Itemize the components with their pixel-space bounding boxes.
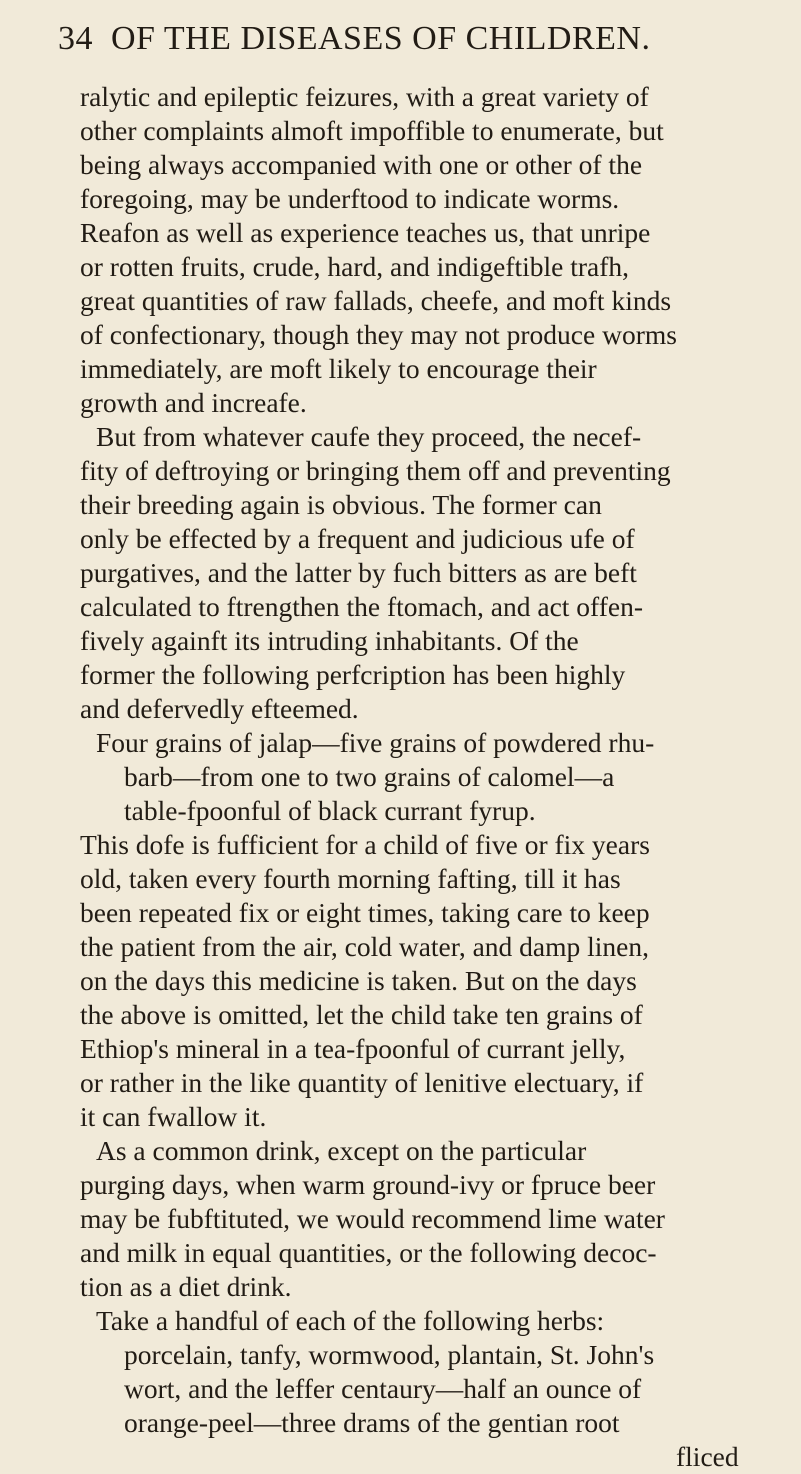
page-number: 34 <box>58 20 93 57</box>
text-line: their breeding again is obvious. The former can <box>80 489 602 520</box>
running-title: OF THE DISEASES OF CHILDREN. <box>111 20 651 57</box>
text-line: it can fwallow it. <box>80 1101 267 1132</box>
text-line: But from whatever caufe they proceed, the necef- <box>96 421 642 452</box>
text-line: This dofe is fufficient for a child of five or fix years <box>80 829 650 860</box>
text-line: Ethiop's mineral in a tea-fpoonful of currant jelly, <box>80 1033 626 1064</box>
text-line: great quantities of raw fallads, cheefe, and moft kinds <box>80 285 672 316</box>
text-line: tion as a diet drink. <box>80 1271 292 1302</box>
text-line: foregoing, may be underftood to indicate worms. <box>80 183 620 214</box>
text-line: Take a handful of each of the following herbs: <box>96 1305 605 1336</box>
text-line: As a common drink, except on the particular <box>96 1135 587 1166</box>
text-line: growth and increafe. <box>80 387 307 418</box>
prescription-line: table-fpoonful of black currant fyrup. <box>124 795 536 826</box>
text-line: immediately, are moft likely to encourage their <box>80 353 597 384</box>
text-line: been repeated fix or eight times, taking care to keep <box>80 897 650 928</box>
running-header <box>58 20 758 68</box>
text-line: other complaints almoft impoffible to enumerate, but <box>80 115 664 146</box>
text-line: fity of deftroying or bringing them off and preventing <box>80 455 671 486</box>
text-line: old, taken every fourth morning fafting, till it has <box>80 863 621 894</box>
text-line: calculated to ftrengthen the ftomach, and act offen- <box>80 591 643 622</box>
catchword: fliced <box>676 1441 739 1472</box>
text-line: on the days this medicine is taken. But on the days <box>80 965 637 996</box>
text-line: purging days, when warm ground-ivy or fpruce beer <box>80 1169 656 1200</box>
text-line: only be effected by a frequent and judicious ufe of <box>80 523 635 554</box>
text-line: former the following perfcription has been highly <box>80 659 626 690</box>
prescription-line: barb—from one to two grains of calomel—a <box>124 761 615 792</box>
text-line: ralytic and epileptic feizures, with a great variety of <box>80 81 649 112</box>
text-line: and milk in equal quantities, or the following decoc- <box>80 1237 657 1268</box>
text-line: and defervedly efteemed. <box>80 693 359 724</box>
text-line: or rather in the like quantity of lenitive electuary, if <box>80 1067 644 1098</box>
prescription-line: Four grains of jalap—five grains of powdered rhu- <box>96 727 655 758</box>
text-line: being always accompanied with one or other of the <box>80 149 643 180</box>
text-line: purgatives, and the latter by fuch bitters as are beft <box>80 557 637 588</box>
text-line: porcelain, tanfy, wormwood, plantain, St. John's <box>124 1339 655 1370</box>
text-line: orange-peel—three drams of the gentian root <box>124 1407 620 1438</box>
text-line: or rotten fruits, crude, hard, and indigeftible trafh, <box>80 251 630 282</box>
text-line: may be fubftituted, we would recommend lime water <box>80 1203 665 1234</box>
text-line: the above is omitted, let the child take ten grains of <box>80 999 643 1030</box>
text-line: wort, and the leffer centaury—half an ounce of <box>124 1373 642 1404</box>
text-line: fively againft its intruding inhabitants. Of the <box>80 625 579 656</box>
text-line: the patient from the air, cold water, and damp linen, <box>80 931 649 962</box>
text-line: Reafon as well as experience teaches us, that unripe <box>80 217 651 248</box>
text-line: of confectionary, though they may not produce worms <box>80 319 677 350</box>
